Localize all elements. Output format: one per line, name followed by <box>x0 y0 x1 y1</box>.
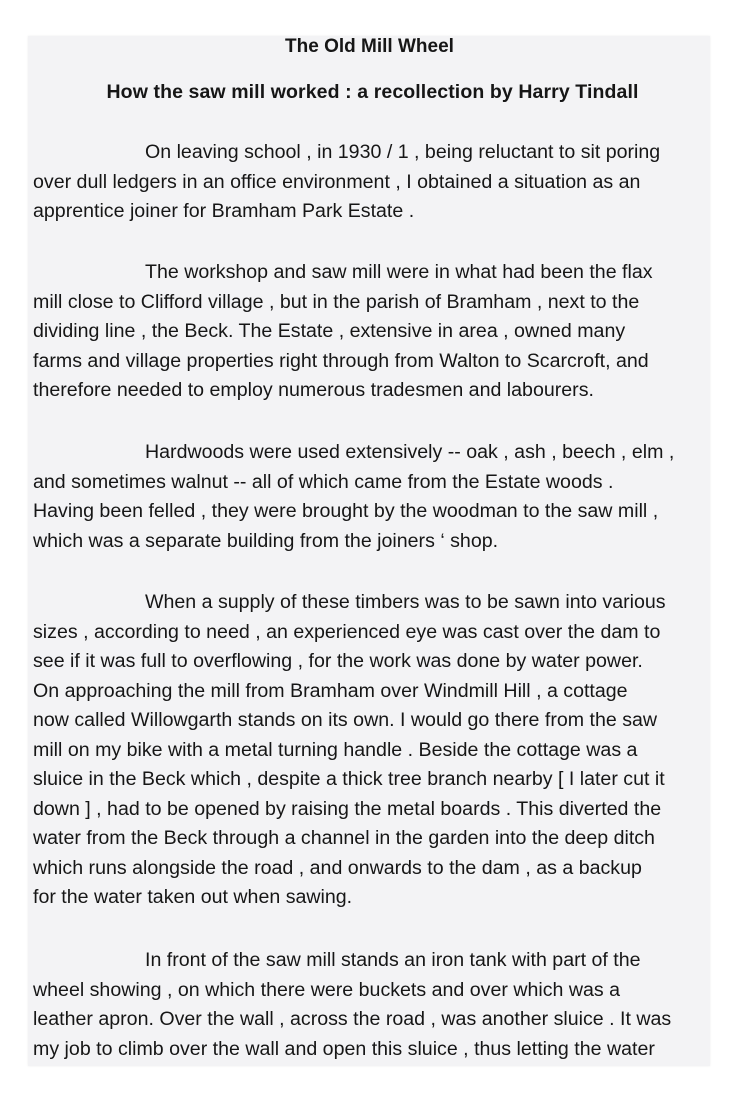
document-subtitle: How the saw mill worked : a recollection by Harry Tindall <box>106 81 639 103</box>
paragraph-workshop <box>33 258 713 406</box>
text-line: In front of the saw mill stands an iron tank with part of the <box>145 949 641 971</box>
text-line: apprentice joiner for Bramham Park Estate . <box>33 200 415 222</box>
text-line: down ] , had to be opened by raising the metal boards . This diverted the <box>33 797 662 820</box>
text-line: wheel showing , on which there were buckets and over which was a <box>33 978 621 1001</box>
document-title: The Old Mill Wheel <box>285 36 454 57</box>
text-line: On leaving school , in 1930 / 1 , being reluctant to sit poring <box>145 141 661 163</box>
text-line: and sometimes walnut -- all of which came from the Estate woods . <box>33 470 614 493</box>
text-line: When a supply of these timbers was to be sawn into various <box>145 591 666 613</box>
text-line: On approaching the mill from Bramham over Windmill Hill , a cottage <box>33 679 628 702</box>
text-line: see if it was full to overflowing , for the work was done by water power. <box>33 650 643 672</box>
text-line: farms and village properties right through from Walton to Scarcroft, and <box>33 349 649 372</box>
paragraph-iron-tank <box>33 946 713 1064</box>
text-line: therefore needed to employ numerous tradesmen and labourers. <box>33 379 594 401</box>
text-line: The workshop and saw mill were in what had been the flax <box>145 261 653 283</box>
text-line: which was a separate building from the joiners ‘ shop. <box>33 529 499 552</box>
text-line: dividing line , the Beck. The Estate , extensive in area , owned many <box>33 320 626 342</box>
text-line: which runs alongside the road , and onwards to the dam , as a backup <box>33 856 642 879</box>
text-line: sluice in the Beck which , despite a thick tree branch nearby [ I later cut it <box>33 768 665 790</box>
text-line: Having been felled , they were brought by the woodman to the saw mill , <box>33 500 659 522</box>
text-line: water from the Beck through a channel in the garden into the deep ditch <box>33 827 655 849</box>
text-line: sizes , according to need , an experienced eye was cast over the dam to <box>33 620 661 643</box>
text-line: for the water taken out when sawing. <box>33 886 353 908</box>
text-line: my job to climb over the wall and open this sluice , thus letting the water <box>33 1037 655 1060</box>
paragraph-leaving-school <box>33 138 713 227</box>
text-line: mill close to Clifford village , but in the parish of Bramham , next to the <box>33 290 640 313</box>
paragraph-water-supply <box>33 588 713 913</box>
text-line: Hardwoods were used extensively -- oak , ash , beech , elm , <box>145 441 675 463</box>
text-line: now called Willowgarth stands on its own. I would go there from the saw <box>33 709 658 731</box>
paragraph-hardwoods <box>33 438 713 556</box>
text-line: leather apron. Over the wall , across the road , was another sluice . It was <box>33 1008 672 1030</box>
text-line: over dull ledgers in an office environment , I obtained a situation as an <box>33 170 641 193</box>
text-line: mill on my bike with a metal turning handle . Beside the cottage was a <box>33 738 638 761</box>
